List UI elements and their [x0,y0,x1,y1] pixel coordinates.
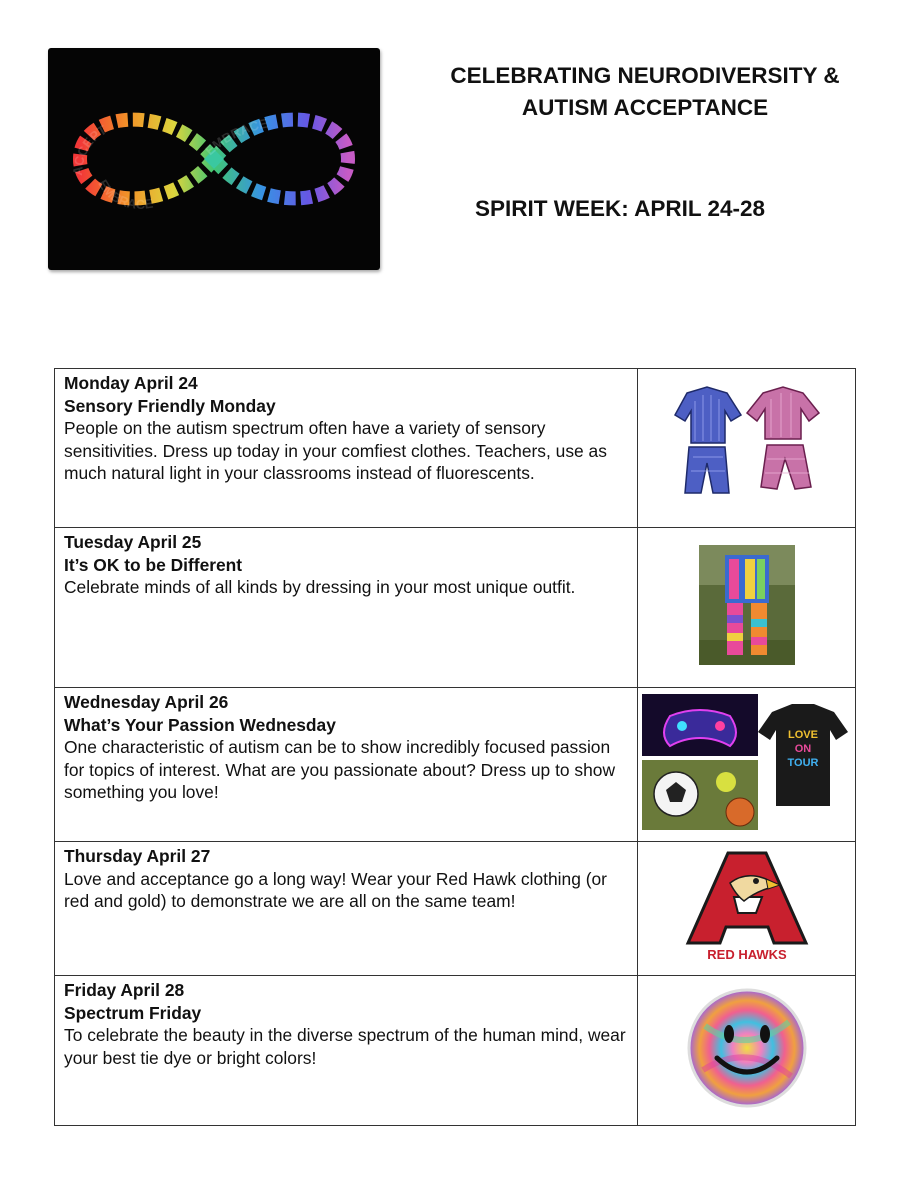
red-hawks-logo [682,849,812,963]
day-date: Tuesday April 25 [64,532,202,552]
svg-text:EMBRACE [202,116,269,159]
banner-word: EMBRACE [95,176,155,212]
day-description: One characteristic of autism can be to show incredibly focused passion for topics of interest. What are you passionate about? Dress up to show something you love! [64,737,615,802]
infinity-symbol [80,120,348,199]
unique-outfit-photo [699,545,795,665]
banner-word: EMBRACE [202,115,269,159]
acceptance-banner [48,48,380,270]
day-description: Celebrate minds of all kinds by dressing in your most unique outfit. [64,577,576,597]
day-row-friday [55,976,856,1126]
tie-dye-smiley-icon [685,986,809,1110]
day-text [55,369,638,528]
title-line-2: AUTISM ACCEPTANCE [521,95,769,120]
pajamas-icon [667,381,827,511]
day-description: People on the autism spectrum often have a variety of sensory sensitivities. Dress up today in your comfiest clothes. Teachers, use as much natural light in your classrooms instead of fluorescents. [64,418,607,483]
shirt-text: TOUR [787,757,819,769]
page-title [400,60,890,124]
day-theme: Spectrum Friday [64,1002,202,1023]
day-image-cell [638,369,856,528]
day-row-tuesday [55,528,856,688]
day-text [55,688,638,842]
love-on-tour-shirt [758,704,848,806]
passions-collage [642,694,852,830]
banner-word: ACCEPT [69,122,110,177]
day-text [55,528,638,688]
svg-text:EMBRACE [95,177,154,212]
day-image-cell [638,976,856,1126]
spirit-week-table [54,368,856,1126]
day-image-cell [638,528,856,688]
day-date: Thursday April 27 [64,846,211,866]
day-image-cell [638,688,856,842]
title-line-1: CELEBRATING NEURODIVERSITY & [450,63,840,88]
day-image-cell [638,842,856,976]
day-description: To celebrate the beauty in the diverse spectrum of the human mind, wear your best tie dye or bright colors! [64,1025,626,1068]
day-theme: Sensory Friendly Monday [64,395,276,416]
day-theme: What’s Your Passion Wednesday [64,714,336,735]
day-row-thursday [55,842,856,976]
shirt-text: LOVE [787,729,818,741]
day-text [55,842,638,976]
day-description: Love and acceptance go a long way! Wear your Red Hawk clothing (or red and gold) to demonstrate we are all on the same team! [64,868,607,911]
day-row-wednesday [55,688,856,842]
day-date: Friday April 28 [64,980,185,1000]
spirit-week-dates: SPIRIT WEEK: APRIL 24-28 [474,196,766,221]
day-text [55,976,638,1126]
day-date: Monday April 24 [64,373,198,393]
day-date: Wednesday April 26 [64,692,229,712]
day-row-monday [55,369,856,528]
shirt-text: ON [794,743,811,755]
logo-text: RED HAWKS [706,947,787,962]
day-theme: It’s OK to be Different [64,554,243,575]
